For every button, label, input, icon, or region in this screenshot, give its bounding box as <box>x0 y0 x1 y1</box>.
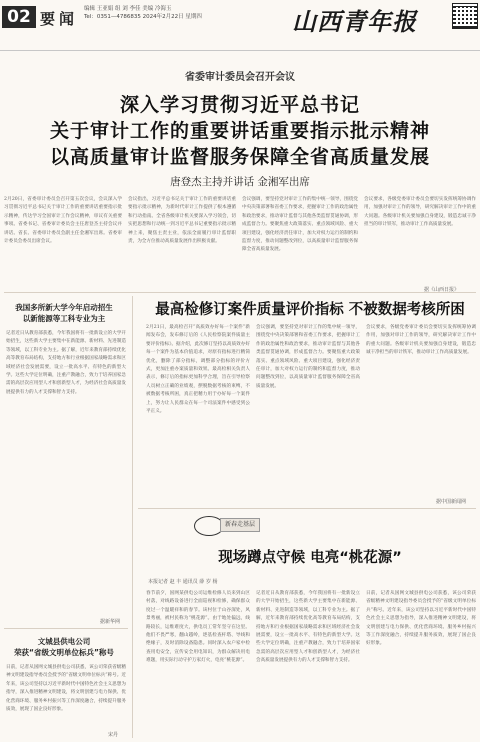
side2-body: 日前，记者从国网文城县供电公司获悉，该公司荣获省级精神文明建设指导委员会授予的“省级文明单位标兵”称号。近年来，该公司坚持以习近平新时代中国特色社会主义思想为指导，深入推进精神文明建设，将文明创建与电力保供、优化营商环境、服务乡村振兴等工作深度融合，持续提升服务质效，展现了国企良好形象。 <box>6 665 126 713</box>
article2-body-col-2: 会议强调，要坚持党对审计工作的集中统一领导，围绕党中央决策部署和省委工作要求，把握审计工作的政治属性和政治要求，推动审计监督与其他各类监督贯通协调，形成监督合力。要聚焦重大政策落实、重点领域风险、重大项目建设，强化经济责任审计，加大对权力运行的制约和监督力度，推动问题整改到位，以高质量审计监督服务保障全省高质量发展。 <box>256 325 360 389</box>
masthead <box>0 0 480 51</box>
issue-date: Tel：0351—4786835 2024年2月22日 星期四 <box>84 14 202 20</box>
lead-headline-line-3: 以高质量审计监督服务保障全省高质量发展 <box>49 146 430 168</box>
qr-code-icon <box>452 3 478 29</box>
article2-credit: 据中国新闻网 <box>436 499 467 505</box>
lead-body-col-2: 会议指出，习近平总书记关于审计工作的重要讲话重要指示批示精神，为新时代审计工作提供了根本遵循和行动指南。全省各级审计机关要深入学习领会，切实把思想和行动统一到习近平总书记重要指示批示精神上来，聚焦主责主业，依法全面履行审计监督职责，为全方位推动高质量发展作出积极贡献。 <box>128 197 236 245</box>
issue-editors: 编辑 王亚娟 组 刘 李佳 美编 冷海玉 <box>84 6 172 12</box>
side1-body: 记者近日从教育部获悉，今年我国将有一批新设立的大学开始招生，这些新大学主要集中在新能源、新材料、先进制造等领域，以工科专业为主。据了解，近年来教育部持续优化高等教育布局结构，支持地方和行业根据国家战略需求和区域经济社会发展需要，设立一批高水平、有特色的新型大学。这些大学定位明确，注重产教融合，致力于培养国家急需的高层次应用型人才和创新型人才，为经济社会高质量发展提供有力的人才支撑和智力支持。 <box>6 331 126 395</box>
lead-body-col-1: 2月20日，省委审计委员会召开第五次会议，会议深入学习贯彻习近平总书记关于审计工作的重要讲话重要指示批示精神，传达学习全国审计工作会议精神，审议有关重要事项。省委书记、省委审计委员会主任唐登杰主持会议并讲话。省长、省委审计委员会副主任金湘军出席。省委审计委员会委员出席会议。 <box>4 197 122 245</box>
column-divider <box>132 296 133 738</box>
side2-title-line-2: 荣获“省级文明单位标兵”称号 <box>14 648 114 657</box>
lead-headline-line-2: 关于审计工作的重要讲话重要指示批示精神 <box>49 120 430 142</box>
article2-headline: 最高检修订案件质量评价指标 不被数据考核所困 <box>155 302 465 318</box>
lead-body-col-3: 会议强调，要坚持党对审计工作的集中统一领导，围绕党中央决策部署和省委工作要求，把握审计工作的政治属性和政治要求，推动审计监督与其他各类监督贯通协调，形成监督合力。要聚焦重大政策落实、重点领域风险、重大项目建设，强化经济责任审计，加大对权力运行的制约和监督力度，推动问题整改到位，以高质量审计监督服务保障全省高质量发展。 <box>242 197 358 253</box>
side2-title-line-1: 文城县供电公司 <box>37 637 91 646</box>
feature-body-col-1: 春节前夕，国网某供电公司运维检修人员来到山区村落，对线路设备进行全面巡视和检修，确保群众度过一个温暖祥和的春节。该村位于山谷深处，风景秀丽，被村民称为“桃花源”。由于地处偏远，线路较长，运维难度大，供电员工常年坚守在这里。他们不畏严寒，翻山越岭，逐基检查杆塔、导线和绝缘子，及时消除设备隐患。同时深入农户家中检查用电安全，宣传安全用电知识，为群众解决用电难题，用实际行动守护万家灯火，电亮“桃花源”。 <box>146 591 250 664</box>
lead-headline-line-1: 深入学习贯彻习近平总书记 <box>119 94 360 116</box>
newspaper-logo: 山西青年报 <box>292 7 417 36</box>
lead-body-col-4: 会议要求，各级党委审计委员会要切实发挥统筹协调作用，加强对审计工作的领导，研究解决审计工作中的重大问题。各级审计机关要加强自身建设，锻造忠诚干净担当的审计铁军，推动审计工作高质量发展。 <box>364 197 476 228</box>
feature-body-col-3: 日前，记者从国网文城县供电公司获悉，该公司荣获省级精神文明建设指导委员会授予的“省级文明单位标兵”称号。近年来，该公司坚持以习近平新时代中国特色社会主义思想为指导，深入推进精神文明建设，将文明创建与电力保供、优化营商环境、服务乡村振兴等工作深度融合，持续提升服务质效，展现了国企良好形象。 <box>366 591 476 647</box>
side1-title-line-1: 我国多所新大学今年启动招生 <box>15 303 113 312</box>
feature-label-text: 新春走基层 <box>220 518 260 532</box>
lead-byline: 唐登杰主持并讲话 金湘军出席 <box>170 176 310 188</box>
feature-label <box>194 514 314 536</box>
side2-credit: 宋丹 <box>108 732 119 738</box>
section-title: 要闻 <box>40 10 79 28</box>
side1-title-line-2: 以新能源等工科专业为主 <box>22 314 106 323</box>
feature-headline: 现场蹲点守候 电亮“桃花源” <box>218 550 402 566</box>
page-number: 02 <box>2 6 36 28</box>
side1-credit: 据新华网 <box>100 619 121 625</box>
feature-body-col-2: 记者近日从教育部获悉，今年我国将有一批新设立的大学开始招生，这些新大学主要集中在新能源、新材料、先进制造等领域，以工科专业为主。据了解，近年来教育部持续优化高等教育布局结构，支持地方和行业根据国家战略需求和区域经济社会发展需要，设立一批高水平、有特色的新型大学。这些大学定位明确，注重产教融合，致力于培养国家急需的高层次应用型人才和创新型人才，为经济社会高质量发展提供有力的人才支撑和智力支持。 <box>256 591 360 664</box>
divider <box>4 292 476 293</box>
divider <box>4 628 128 629</box>
lead-credit: 据《山西日报》 <box>424 287 460 293</box>
article2-body-col-3: 会议要求，各级党委审计委员会要切实发挥统筹协调作用，加强对审计工作的领导，研究解决审计工作中的重大问题。各级审计机关要加强自身建设，锻造忠诚干净担当的审计铁军，推动审计工作高质量发展。 <box>366 325 476 356</box>
article2-body-col-1: 2月21日，最高检召开“高质效办好每一个案件”新闻发布会，发布修订后的《人民检察院案件质量主要评价指标》。据介绍，此次修订坚持以高质效办好每一个案件为基本价值追求，对原有指标进行精简优化，删除了部分指标，调整部分指标的评价方式，更加注重办案质量和效果。最高检相关负责人表示，修订后的指标更加科学合理，旨在引导检察人员树立正确的业绩观，摆脱数据考核的束缚，不被数据考核所困，真正把精力用于办好每一个案件上，努力让人民群众在每一个司法案件中感受到公平正义。 <box>146 325 250 415</box>
lead-kicker: 省委审计委员会召开会议 <box>185 72 295 83</box>
feature-authors: 本报记者 赵 丰 通讯员 薛 岁 杨 <box>148 579 218 585</box>
divider <box>138 508 476 509</box>
issue-info <box>84 5 244 21</box>
